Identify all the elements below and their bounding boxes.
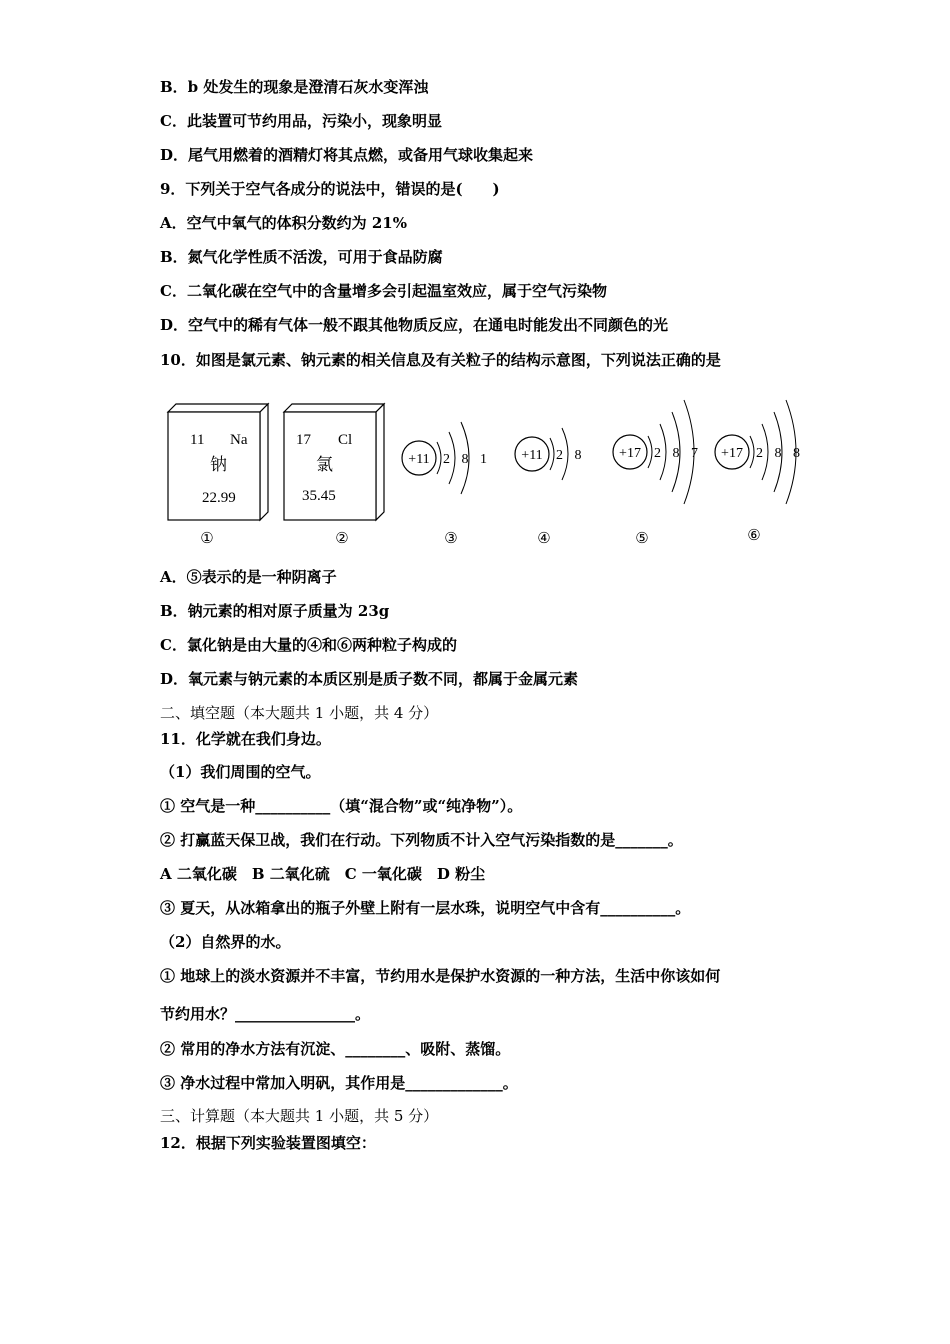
q10-option-b: B．钠元素的相对原子质量为 23g <box>160 602 390 620</box>
line-d-option: D．尾气用燃着的酒精灯将其点燃，或备用气球收集起来 <box>160 146 534 164</box>
cl-name: 氯 <box>316 455 333 475</box>
cl-symbol: Cl <box>338 432 353 448</box>
particle-5-nucleus: +17 <box>619 446 641 461</box>
q10-option-d: D．氧元素与钠元素的本质区别是质子数不同，都属于金属元素 <box>160 670 579 688</box>
question-12: 12．根据下列实验装置图填空： <box>160 1134 376 1152</box>
q11-2-item-2: ② 常用的净水方法有沉淀、________、吸附、蒸馏。 <box>160 1040 511 1058</box>
particle-6-shells: 2 8 8 <box>756 446 804 461</box>
particle-4-shells: 2 8 <box>556 448 586 463</box>
particle-6 <box>715 400 804 504</box>
section-2-heading: 二、填空题（本大题共 1 小题，共 4 分） <box>160 704 439 722</box>
q11-part-1: （1）我们周围的空气。 <box>160 763 321 781</box>
particle-3-shells: 2 8 1 <box>443 452 491 467</box>
q9-option-c: C．二氧化碳在空气中的含量增多会引起温室效应，属于空气污染物 <box>160 282 607 300</box>
label-4: ④ <box>537 531 551 547</box>
q10-option-c: C．氯化钠是由大量的④和⑥两种粒子构成的 <box>160 636 457 654</box>
na-mass: 22.99 <box>202 490 236 506</box>
q11-1-item-2: ② 打赢蓝天保卫战，我们在行动。下列物质不计入空气污染指数的是_______。 <box>160 831 683 849</box>
element-figure <box>160 392 820 552</box>
particle-3-nucleus: +11 <box>408 452 430 467</box>
label-1: ① <box>200 531 214 547</box>
particle-5 <box>613 400 702 504</box>
q10-option-a: A．⑤表示的是一种阴离子 <box>160 568 337 586</box>
line-c-option: C．此装置可节约用品，污染小，现象明显 <box>160 112 442 130</box>
particle-4-nucleus: +11 <box>521 448 543 463</box>
section-3-heading: 三、计算题（本大题共 1 小题，共 5 分） <box>160 1107 439 1125</box>
q9-option-d: D．空气中的稀有气体一般不跟其他物质反应，在通电时能发出不同颜色的光 <box>160 316 669 334</box>
question-10: 10．如图是氯元素、钠元素的相关信息及有关粒子的结构示意图，下列说法正确的是 <box>160 351 721 369</box>
particle-6-nucleus: +17 <box>721 446 743 461</box>
label-5: ⑤ <box>635 531 649 547</box>
q11-2-item-1-cont: 节约用水？________________。 <box>160 1005 371 1023</box>
cl-mass: 35.45 <box>302 488 336 504</box>
line-b-option: B．b 处发生的现象是澄清石灰水变浑浊 <box>160 78 429 96</box>
q11-1-choices: A 二氧化碳 B 二氧化硫 C 一氧化碳 D 粉尘 <box>160 865 486 883</box>
na-name: 钠 <box>210 455 227 475</box>
particle-3 <box>402 422 491 494</box>
q11-2-item-1: ① 地球上的淡水资源并不丰富，节约用水是保护水资源的一种方法，生活中你该如何 <box>160 967 721 985</box>
label-6: ⑥ <box>747 528 761 544</box>
q11-1-item-3: ③ 夏天，从冰箱拿出的瓶子外壁上附有一层水珠，说明空气中含有__________。 <box>160 899 691 917</box>
question-9: 9．下列关于空气各成分的说法中，错误的是( ) <box>160 180 500 198</box>
na-number: 11 <box>190 432 205 448</box>
cl-number: 17 <box>296 432 311 448</box>
cl-card <box>284 404 384 520</box>
question-11: 11．化学就在我们身边。 <box>160 730 331 748</box>
q11-2-item-3: ③ 净水过程中常加入明矾，其作用是_____________。 <box>160 1074 518 1092</box>
q11-1-item-1: ① 空气是一种__________（填“混合物”或“纯净物”）。 <box>160 797 523 815</box>
na-card <box>168 404 268 520</box>
particle-4 <box>515 428 586 480</box>
label-3: ③ <box>444 531 458 547</box>
particle-5-shells: 2 8 7 <box>654 446 702 461</box>
label-2: ② <box>335 531 349 547</box>
q11-part-2: （2）自然界的水。 <box>160 933 291 951</box>
q9-option-a: A．空气中氧气的体积分数约为 21% <box>160 214 407 232</box>
q9-option-b: B．氮气化学性质不活泼，可用于食品防腐 <box>160 248 443 266</box>
na-symbol: Na <box>230 432 248 448</box>
